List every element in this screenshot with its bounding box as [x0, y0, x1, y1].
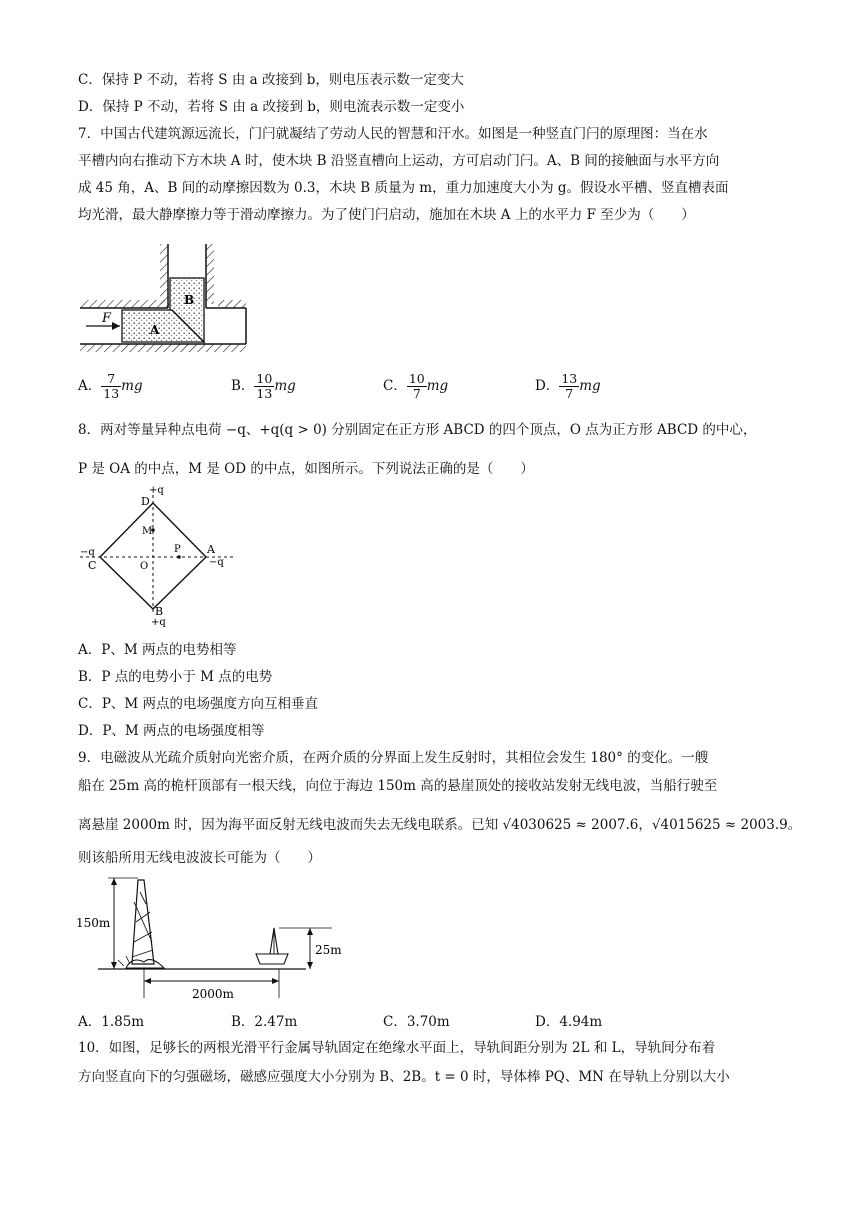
q6-option-d: D．保持 P 不动，若将 S 由 a 改接到 b，则电流表示数一定变小 — [78, 99, 465, 115]
charge-d: +q — [149, 485, 164, 496]
point-m-label: M — [142, 526, 153, 537]
q9-option-a: A．1.85m — [78, 1014, 145, 1030]
q8-option-c: C．P、M 两点的电场强度方向互相垂直 — [78, 696, 319, 712]
vertex-c-label: C — [88, 559, 97, 572]
vertical-groove-right-hatch — [206, 244, 214, 304]
q9-stem-line-1: 9．电磁波从光疏介质射向光密介质，在两介质的分界面上发生反射时，其相位会发生 180° 的变化。一艘 — [78, 750, 709, 766]
charge-c: −q — [80, 547, 95, 558]
center-o-label: O — [140, 561, 149, 572]
point-p — [177, 555, 181, 559]
q9-stem-line-3: 离悬崖 2000m 时，因为海平面反射无线电波而失去无线电联系。已知 √4030625 ≈ 2007.6，√4015625 ≈ 2003.9。 — [78, 817, 802, 833]
q7-stem-line-3: 成 45 角，A、B 间的动摩擦因数为 0.3，木块 B 质量为 m，重力加速度大小为 g。假设水平槽、竖直槽表面 — [78, 180, 729, 196]
charge-b: +q — [151, 617, 166, 627]
q9-stem-line-2: 船在 25m 高的桅杆顶部有一根天线，向位于海边 150m 高的悬崖顶处的接收站发射无线电波，当船行驶至 — [78, 778, 718, 794]
q8-option-d: D．P、M 两点的电场强度相等 — [78, 723, 265, 739]
q9-option-b: B．2.47m — [231, 1014, 298, 1030]
upper-left-wall-hatch — [80, 300, 170, 308]
q8-option-a: A．P、M 两点的电势相等 — [78, 642, 237, 658]
q8-square-charges-diagram — [78, 485, 240, 627]
q7-door-latch-diagram — [78, 242, 248, 354]
vertex-d-label: D — [141, 495, 150, 508]
q9-option-d: D．4.94m — [535, 1014, 603, 1030]
force-label: F — [102, 311, 112, 326]
q9-cliff-ship-diagram — [74, 872, 354, 1004]
q7-stem-line-4: 均光滑，最大静摩擦力等于滑动摩擦力。为了使门闩启动，施加在木块 A 上的水平力 F 至少为（ ） — [78, 207, 695, 223]
charge-a: −q — [209, 557, 224, 568]
vertex-a-label: A — [207, 543, 215, 556]
q7-option-b: B． $\frac{10}{13}$ mg — [231, 371, 296, 401]
q7-stem-line-2: 平槽内向右推动下方木块 A 时，使木块 B 沿竖直槽向上运动，方可启动门闩。A、B 间的接触面与水平方向 — [78, 153, 720, 169]
q10-stem-line-1: 10．如图，足够长的两根光滑平行金属导轨固定在绝缘水平面上，导轨间距分别为 2L 和 L，导轨间分布着 — [78, 1040, 716, 1056]
q6-option-c: C．保持 P 不动，若将 S 由 a 改接到 b，则电压表示数一定变大 — [78, 72, 464, 88]
q9-stem-line-4: 则该船所用无线电波波长可能为（ ） — [78, 850, 321, 866]
q7-option-c: C． $\frac{10}{7}$ mg — [383, 371, 449, 401]
upper-right-wall-hatch — [218, 300, 246, 308]
floor-hatch — [80, 344, 246, 352]
mast-height-label: 25m — [315, 943, 342, 957]
vertex-b-label: B — [155, 605, 164, 618]
q7-stem-line-1: 7．中国古代建筑源远流长，门闩就凝结了劳动人民的智慧和汗水。如图是一种竖直门闩的原理图：当在水 — [78, 126, 708, 142]
ship-hull — [256, 954, 288, 964]
cliff-height-label: 150m — [76, 916, 111, 930]
q7-option-d: D． $\frac{13}{7}$ mg — [535, 371, 601, 401]
block-b-label: B — [184, 293, 195, 307]
q7-option-a: A． $\frac{7}{13}$ mg — [78, 371, 143, 401]
q10-stem-line-2: 方向竖直向下的匀强磁场，磁感应强度大小分别为 B、2B。t = 0 时，导体棒 PQ、MN 在导轨上分别以大小 — [78, 1069, 730, 1085]
q8-stem-line-2: P 是 OA 的中点，M 是 OD 的中点，如图所示。下列说法正确的是（ ） — [78, 461, 534, 477]
distance-label: 2000m — [192, 987, 234, 1001]
q8-option-b: B．P 点的电势小于 M 点的电势 — [78, 669, 273, 685]
q8-stem-line-1: 8．两对等量异种点电荷 −q、+q(q > 0) 分别固定在正方形 ABCD 的四个顶点，O 点为正方形 ABCD 的中心， — [78, 422, 757, 438]
block-a-label: A — [150, 323, 160, 337]
q9-option-c: C．3.70m — [383, 1014, 450, 1030]
point-p-label: P — [174, 544, 181, 555]
vertical-groove-left-hatch — [160, 244, 168, 304]
